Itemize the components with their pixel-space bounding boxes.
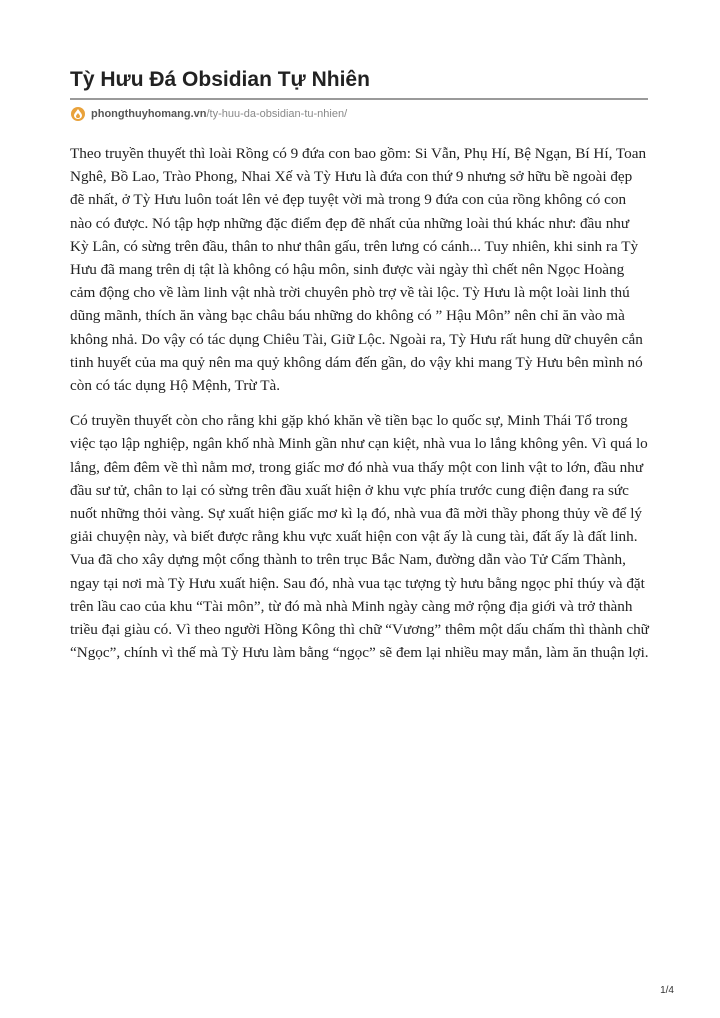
paragraph: Có truyền thuyết còn cho rằng khi gặp khó khăn về tiền bạc lo quốc sự, Minh Thái Tổ trong việc tạo lập nghiệp, ngân khố nhà Minh gần như cạn kiệt, nhà vua lo lắng không yên. Vì quá lo lắng, đêm đêm về thì nằm mơ, trong giấc mơ đó nhà vua thấy một con linh vật to lớn, đầu như đầu sư tử, chân to lại có sừng trên đầu xuất hiện ở khu vực phía trước cung điện đang ra sức nuốt những thỏi vàng. Sự xuất hiện giấc mơ kì lạ đó, nhà vua đã mời thầy phong thủy về để lý giải chuyện này, và biết được rằng khu vực xuất hiện con vật ấy là cung tài, đất ấy là đất linh. Vua đã cho xây dựng một cổng thành to trên trục Bắc Nam, đường dẫn vào Tử Cấm Thành, ngay tại nơi mà Tỳ Hưu xuất hiện. Sau đó, nhà vua tạc tượng tỳ hưu bằng ngọc phỉ thúy và đặt trên lầu cao của khu “Tài môn”, từ đó mà nhà Minh ngày càng mở rộng địa giới và trở thành triều đại giàu có. Vì theo người Hồng Kông thì chữ “Vương” thêm một dấu chấm thì thành chữ “Ngọc”, chính vì thế mà Tỳ Hưu làm bằng “ngọc” sẽ đem lại nhiều may mắn, làm ăn thuận lợi.: [70, 412, 649, 662]
source-domain: phongthuyhomang.vn: [91, 108, 207, 120]
site-favicon-icon: [71, 107, 85, 121]
article-title: Tỳ Hưu Đá Obsidian Tự Nhiên: [70, 68, 370, 91]
paragraph: Theo truyền thuyết thì loài Rồng có 9 đứa con bao gồm: Si Vẫn, Phụ Hí, Bệ Ngạn, Bí Hí, Toan Nghê, Bồ Lao, Trào Phong, Nhai Xế và Tỳ Hưu là đứa con thứ 9 nhưng sở hữu bề ngoài đẹp đẽ nhất, ở Tỳ Hưu luôn toát lên vẻ đẹp tuyệt vời mà trong 9 đứa con của rồng không có con nào có được. Nó tập hợp những đặc điểm đẹp đẽ nhất của những loài thú khác như: đầu như Kỳ Lân, có sừng trên đầu, thân to như thân gấu, trên lưng có cánh... Tuy nhiên, khi sinh ra Tỳ Hưu đã mang trên dị tật là không có hậu môn, sinh được vài ngày thì chết nên Ngọc Hoàng cảm động cho về làm linh vật nhà trời chuyên phò trợ về tài lộc. Tỳ Hưu là một loài linh thú dũng mãnh, thích ăn vàng bạc châu báu những do không có ” Hậu Môn” nên chỉ ăn vào mà không nhả. Do vậy có tác dụng Chiêu Tài, Giữ Lộc. Ngoài ra, Tỳ Hưu rất hung dữ chuyên cắn tinh huyết của ma quỷ nên ma quỷ không dám đến gần, do vậy khi mang Tỳ Hưu bên mình nó còn có tác dụng Hộ Mệnh, Trừ Tà.: [70, 145, 647, 395]
title-divider: [70, 98, 648, 100]
document-page: [70, 0, 650, 1018]
source-link[interactable]: [71, 106, 347, 122]
article-body: [70, 142, 650, 676]
page-number: 1/4: [660, 985, 674, 996]
source-path: /ty-huu-da-obsidian-tu-nhien/: [206, 108, 348, 120]
